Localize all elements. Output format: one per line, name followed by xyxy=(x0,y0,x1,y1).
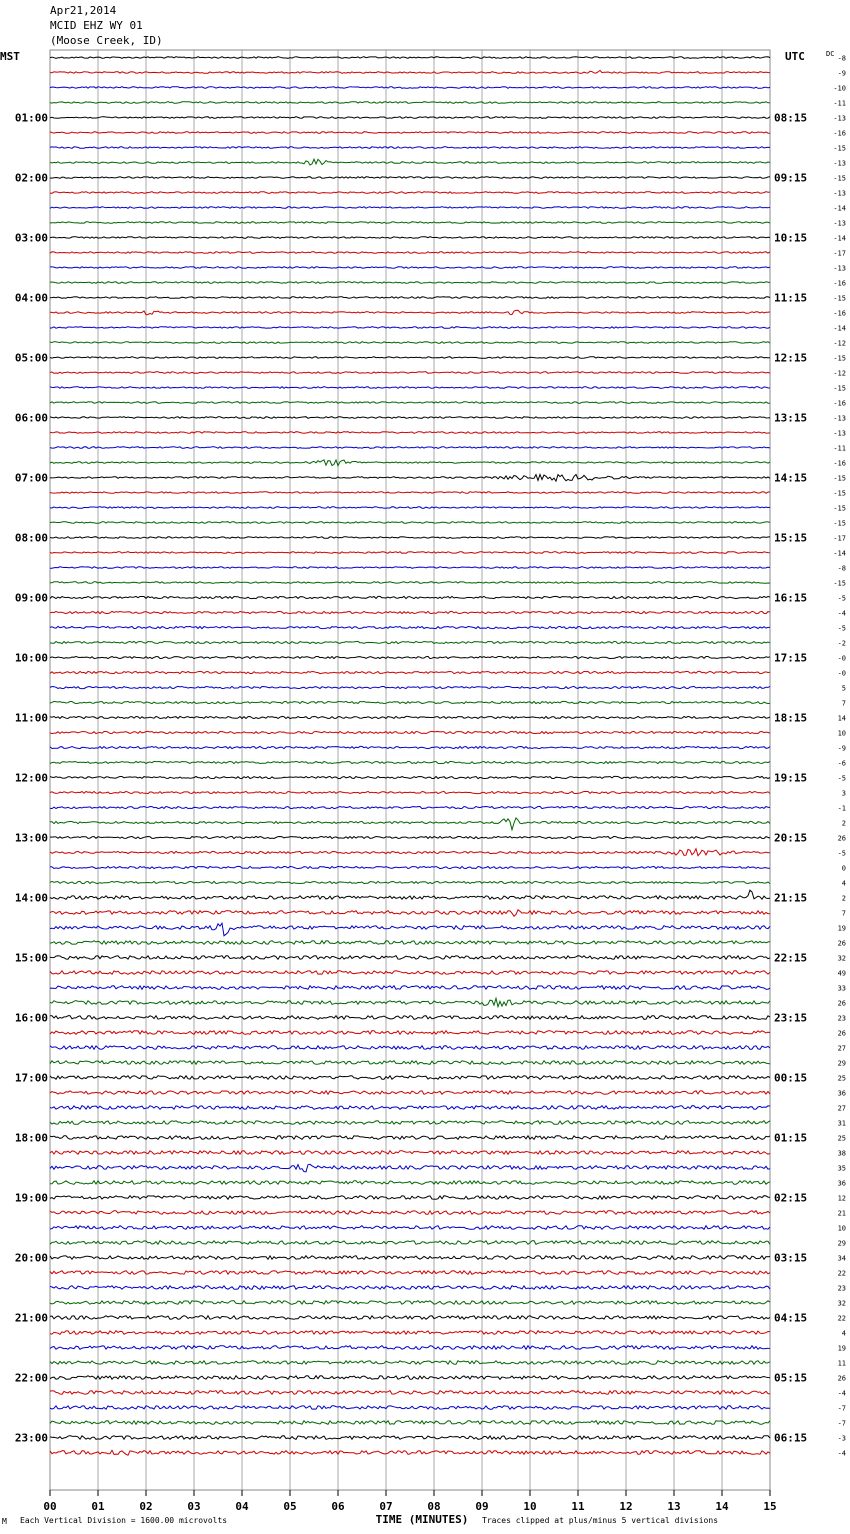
utc-hour-label: 18:15 xyxy=(774,711,808,725)
trace-line xyxy=(50,941,770,945)
utc-hour-label: 19:15 xyxy=(774,771,808,785)
mst-hour-label: 12:00 xyxy=(14,771,48,785)
dc-offset-label: -5 xyxy=(837,849,846,858)
trace-line xyxy=(50,57,770,59)
trace-line xyxy=(50,252,770,254)
dc-offset-label: -4 xyxy=(837,1449,846,1458)
trace-line xyxy=(50,1196,770,1200)
mst-hour-label: 18:00 xyxy=(14,1131,48,1145)
dc-offset-label: -8 xyxy=(837,564,846,573)
mst-hour-label: 17:00 xyxy=(14,1071,48,1085)
dc-offset-label: -5 xyxy=(837,624,846,633)
dc-offset-label: -13 xyxy=(833,189,846,198)
trace-line xyxy=(50,552,770,554)
dc-offset-label: -15 xyxy=(833,144,846,153)
utc-hour-label: 21:15 xyxy=(774,891,808,905)
dc-offset-label: 25 xyxy=(837,1134,846,1143)
x-tick-label: 07 xyxy=(379,1500,393,1513)
dc-offset-label: 4 xyxy=(841,879,846,888)
mst-hour-label: 03:00 xyxy=(14,231,48,245)
trace-line xyxy=(50,1091,770,1095)
dc-offset-label: 32 xyxy=(837,1299,846,1308)
trace-line xyxy=(50,567,770,569)
dc-offset-label: -15 xyxy=(833,519,846,528)
trace-line xyxy=(50,1106,770,1110)
dc-offset-label: 19 xyxy=(837,924,846,933)
x-tick-label: 00 xyxy=(43,1500,57,1513)
dc-offset-label: -15 xyxy=(833,294,846,303)
trace-line xyxy=(50,1450,770,1455)
dc-offset-label: 7 xyxy=(841,699,846,708)
utc-hour-label: 02:15 xyxy=(774,1191,808,1205)
utc-hour-label: 22:15 xyxy=(774,951,808,965)
trace-line xyxy=(50,671,770,673)
x-tick-label: 02 xyxy=(139,1500,153,1513)
mst-hour-label: 14:00 xyxy=(14,891,48,905)
trace-line xyxy=(50,1271,770,1275)
trace-line xyxy=(50,986,770,990)
dc-offset-label: 26 xyxy=(837,1374,846,1383)
x-tick-label: 05 xyxy=(283,1500,297,1513)
x-tick-label: 06 xyxy=(331,1500,345,1513)
trace-line xyxy=(50,1286,770,1290)
dc-offset-label: 34 xyxy=(837,1254,846,1263)
dc-offset-label: -5 xyxy=(837,774,846,783)
mst-hour-label: 20:00 xyxy=(14,1251,48,1265)
dc-offset-label: -15 xyxy=(833,489,846,498)
dc-offset-label: 25 xyxy=(837,1074,846,1083)
dc-column-label: DC xyxy=(826,50,835,58)
dc-offset-label: -9 xyxy=(837,69,846,78)
trace-line xyxy=(50,582,770,584)
dc-offset-label: -16 xyxy=(833,309,846,318)
dc-offset-label: 7 xyxy=(841,909,846,918)
dc-offset-label: 12 xyxy=(837,1194,846,1203)
dc-offset-label: 33 xyxy=(837,984,846,993)
dc-offset-label: 3 xyxy=(841,789,846,798)
utc-hour-label: 12:15 xyxy=(774,351,808,365)
dc-offset-label: 26 xyxy=(837,1029,846,1038)
trace-line xyxy=(50,998,770,1006)
trace-line xyxy=(50,923,770,936)
mst-hour-label: 23:00 xyxy=(14,1431,48,1445)
trace-line xyxy=(50,267,770,269)
dc-offset-label: 31 xyxy=(837,1119,846,1128)
trace-line xyxy=(50,731,770,733)
utc-axis-label: UTC xyxy=(785,50,805,63)
dc-offset-label: 22 xyxy=(837,1269,846,1278)
trace-line xyxy=(50,1406,770,1410)
mst-hour-label: 15:00 xyxy=(14,951,48,965)
trace-line xyxy=(50,956,770,960)
trace-line xyxy=(50,776,770,778)
station-location: (Moose Creek, ID) xyxy=(50,34,163,47)
utc-hour-label: 00:15 xyxy=(774,1071,808,1085)
trace-line xyxy=(50,70,770,73)
x-tick-label: 13 xyxy=(667,1500,681,1513)
dc-offset-label: 2 xyxy=(841,819,846,828)
dc-offset-label: -15 xyxy=(833,384,846,393)
dc-offset-label: -16 xyxy=(833,459,846,468)
trace-line xyxy=(50,716,770,718)
trace-line xyxy=(50,1031,770,1035)
dc-offset-label: -0 xyxy=(837,669,846,678)
utc-hour-label: 04:15 xyxy=(774,1311,808,1325)
dc-offset-label: -14 xyxy=(833,234,846,243)
trace-line xyxy=(50,611,770,613)
trace-line xyxy=(50,1121,770,1125)
mst-hour-label: 16:00 xyxy=(14,1011,48,1025)
trace-line xyxy=(50,1151,770,1155)
dc-offset-label: -17 xyxy=(833,249,846,258)
trace-line xyxy=(50,327,770,329)
vertical-division-note: Each Vertical Division = 1600.00 microvolts xyxy=(20,1516,228,1525)
trace-line xyxy=(50,87,770,89)
trace-line xyxy=(50,297,770,299)
dc-offset-label: -7 xyxy=(837,1419,846,1428)
dc-offset-label: 19 xyxy=(837,1344,846,1353)
trace-line xyxy=(50,222,770,224)
dc-offset-label: 38 xyxy=(837,1149,846,1158)
trace-line xyxy=(50,806,770,808)
trace-line xyxy=(50,1181,770,1185)
dc-offset-label: -10 xyxy=(833,84,846,93)
dc-offset-label: 10 xyxy=(837,729,846,738)
trace-line xyxy=(50,1346,770,1350)
utc-hour-label: 13:15 xyxy=(774,411,808,425)
x-axis-title: TIME (MINUTES) xyxy=(375,1513,469,1526)
utc-hour-label: 15:15 xyxy=(774,531,808,545)
dc-offset-label: -9 xyxy=(837,744,846,753)
trace-line xyxy=(50,102,770,104)
x-tick-label: 15 xyxy=(763,1500,777,1513)
trace-line xyxy=(50,460,770,466)
dc-offset-label: 23 xyxy=(837,1284,846,1293)
utc-hour-label: 06:15 xyxy=(774,1431,808,1445)
trace-line xyxy=(50,818,770,830)
trace-line xyxy=(50,836,770,838)
mst-hour-label: 10:00 xyxy=(14,651,48,665)
mst-hour-label: 19:00 xyxy=(14,1191,48,1205)
trace-line xyxy=(50,1301,770,1305)
station-code: MCID EHZ WY 01 xyxy=(50,19,143,32)
trace-line xyxy=(50,132,770,134)
dc-offset-label: -13 xyxy=(833,114,846,123)
trace-line xyxy=(50,357,770,359)
trace-line xyxy=(50,910,770,916)
utc-hour-label: 09:15 xyxy=(774,171,808,185)
dc-offset-label: 32 xyxy=(837,954,846,963)
trace-line xyxy=(50,1016,770,1020)
utc-hour-label: 08:15 xyxy=(774,111,808,125)
mst-hour-label: 06:00 xyxy=(14,411,48,425)
trace-line xyxy=(50,475,770,482)
dc-offset-label: -14 xyxy=(833,549,846,558)
trace-line xyxy=(50,1164,770,1172)
mst-hour-label: 05:00 xyxy=(14,351,48,365)
utc-hour-label: 05:15 xyxy=(774,1371,808,1385)
dc-offset-label: 29 xyxy=(837,1059,846,1068)
dc-offset-label: 35 xyxy=(837,1164,846,1173)
dc-offset-label: -6 xyxy=(837,759,846,768)
utc-hour-label: 16:15 xyxy=(774,591,808,605)
dc-offset-label: -4 xyxy=(837,1389,846,1398)
trace-line xyxy=(50,537,770,539)
dc-offset-label: -14 xyxy=(833,204,846,213)
x-tick-label: 09 xyxy=(475,1500,489,1513)
dc-offset-label: 26 xyxy=(837,999,846,1008)
trace-line xyxy=(50,761,770,763)
dc-offset-label: -3 xyxy=(837,1434,846,1443)
dc-offset-label: -1 xyxy=(837,804,846,813)
utc-hour-label: 10:15 xyxy=(774,231,808,245)
dc-offset-label: 5 xyxy=(841,684,846,693)
trace-line xyxy=(50,177,770,179)
trace-line xyxy=(50,1391,770,1395)
mst-hour-label: 11:00 xyxy=(14,711,48,725)
dc-offset-label: -15 xyxy=(833,174,846,183)
trace-line xyxy=(50,596,770,598)
mst-hour-label: 22:00 xyxy=(14,1371,48,1385)
dc-offset-label: 4 xyxy=(841,1329,846,1338)
dc-offset-label: 2 xyxy=(841,894,846,903)
dc-offset-label: -13 xyxy=(833,264,846,273)
trace-line xyxy=(50,890,770,899)
trace-line xyxy=(50,1361,770,1365)
trace-line xyxy=(50,402,770,404)
trace-line xyxy=(50,1256,770,1260)
trace-line xyxy=(50,641,770,643)
trace-line xyxy=(50,192,770,194)
dc-offset-label: 26 xyxy=(837,834,846,843)
dc-offset-label: -13 xyxy=(833,159,846,168)
trace-line xyxy=(50,432,770,434)
dc-offset-label: -16 xyxy=(833,279,846,288)
trace-line xyxy=(50,1436,770,1440)
dc-offset-label: 29 xyxy=(837,1239,846,1248)
mst-hour-label: 01:00 xyxy=(14,111,48,125)
trace-line xyxy=(50,1061,770,1065)
trace-line xyxy=(50,507,770,509)
trace-line xyxy=(50,1376,770,1380)
dc-offset-label: 26 xyxy=(837,939,846,948)
trace-line xyxy=(50,417,770,419)
utc-hour-label: 11:15 xyxy=(774,291,808,305)
trace-line xyxy=(50,701,770,703)
trace-line xyxy=(50,971,770,975)
x-tick-label: 12 xyxy=(619,1500,633,1513)
utc-hour-label: 01:15 xyxy=(774,1131,808,1145)
mst-hour-label: 21:00 xyxy=(14,1311,48,1325)
trace-line xyxy=(50,207,770,209)
dc-offset-label: -12 xyxy=(833,339,846,348)
clipping-note: Traces clipped at plus/minus 5 vertical divisions xyxy=(482,1516,719,1525)
dc-offset-label: 10 xyxy=(837,1224,846,1233)
trace-line xyxy=(50,1331,770,1335)
x-tick-label: 03 xyxy=(187,1500,201,1513)
dc-offset-label: 27 xyxy=(837,1044,846,1053)
trace-line xyxy=(50,881,770,883)
dc-offset-label: -15 xyxy=(833,579,846,588)
x-tick-label: 11 xyxy=(571,1500,585,1513)
mst-hour-label: 08:00 xyxy=(14,531,48,545)
trace-line xyxy=(50,1046,770,1050)
utc-hour-label: 14:15 xyxy=(774,471,808,485)
trace-line xyxy=(50,310,770,314)
trace-line xyxy=(50,387,770,389)
utc-hour-label: 17:15 xyxy=(774,651,808,665)
mst-hour-label: 09:00 xyxy=(14,591,48,605)
mst-hour-label: 02:00 xyxy=(14,171,48,185)
dc-offset-label: 49 xyxy=(837,969,846,978)
dc-offset-label: -13 xyxy=(833,219,846,228)
dc-offset-label: -2 xyxy=(837,639,846,648)
trace-line xyxy=(50,866,770,868)
dc-offset-label: -5 xyxy=(837,594,846,603)
trace-line xyxy=(50,447,770,449)
trace-line xyxy=(50,159,770,165)
x-tick-label: 08 xyxy=(427,1500,441,1513)
mst-hour-label: 07:00 xyxy=(14,471,48,485)
dc-offset-label: 23 xyxy=(837,1014,846,1023)
dc-offset-label: -13 xyxy=(833,414,846,423)
dc-offset-label: 11 xyxy=(837,1359,846,1368)
dc-offset-label: 36 xyxy=(837,1179,846,1188)
dc-offset-label: -7 xyxy=(837,1404,846,1413)
mst-axis-label: MST xyxy=(0,50,20,63)
trace-line xyxy=(50,147,770,149)
utc-hour-label: 23:15 xyxy=(774,1011,808,1025)
x-tick-label: 10 xyxy=(523,1500,537,1513)
trace-line xyxy=(50,492,770,494)
utc-hour-label: 20:15 xyxy=(774,831,808,845)
x-tick-label: 14 xyxy=(715,1500,729,1513)
trace-line xyxy=(50,1076,770,1080)
trace-line xyxy=(50,746,770,748)
dc-offset-label: 21 xyxy=(837,1209,846,1218)
trace-line xyxy=(50,1226,770,1230)
dc-offset-label: -11 xyxy=(833,99,846,108)
trace-line xyxy=(50,849,770,856)
trace-line xyxy=(50,342,770,344)
dc-offset-label: 14 xyxy=(837,714,846,723)
trace-line xyxy=(50,1316,770,1320)
dc-offset-label: -4 xyxy=(837,609,846,618)
trace-line xyxy=(50,656,770,658)
dc-offset-label: 0 xyxy=(841,864,846,873)
mst-hour-label: 13:00 xyxy=(14,831,48,845)
mst-hour-label: 04:00 xyxy=(14,291,48,305)
plot-date: Apr21,2014 xyxy=(50,4,117,17)
trace-line xyxy=(50,1241,770,1245)
dc-offset-label: -14 xyxy=(833,324,846,333)
x-tick-label: 01 xyxy=(91,1500,105,1513)
x-tick-label: 04 xyxy=(235,1500,249,1513)
trace-line xyxy=(50,372,770,374)
trace-line xyxy=(50,282,770,284)
trace-line xyxy=(50,791,770,793)
trace-line xyxy=(50,1136,770,1140)
dc-offset-label: -16 xyxy=(833,399,846,408)
corner-mark: M xyxy=(2,1517,7,1526)
trace-line xyxy=(50,626,770,628)
trace-line xyxy=(50,1211,770,1215)
trace-line xyxy=(50,117,770,119)
trace-line xyxy=(50,686,770,688)
dc-offset-label: 22 xyxy=(837,1314,846,1323)
utc-hour-label: 03:15 xyxy=(774,1251,808,1265)
dc-offset-label: -16 xyxy=(833,129,846,138)
dc-offset-label: -15 xyxy=(833,504,846,513)
dc-offset-label: -17 xyxy=(833,534,846,543)
dc-offset-label: -13 xyxy=(833,429,846,438)
dc-offset-label: -8 xyxy=(837,54,846,63)
dc-offset-label: -15 xyxy=(833,354,846,363)
dc-offset-label: -11 xyxy=(833,444,846,453)
trace-line xyxy=(50,522,770,524)
dc-offset-label: -0 xyxy=(837,654,846,663)
dc-offset-label: 36 xyxy=(837,1089,846,1098)
dc-offset-label: -15 xyxy=(833,474,846,483)
dc-offset-label: -12 xyxy=(833,369,846,378)
trace-line xyxy=(50,1421,770,1425)
trace-line xyxy=(50,237,770,239)
dc-offset-label: 27 xyxy=(837,1104,846,1113)
